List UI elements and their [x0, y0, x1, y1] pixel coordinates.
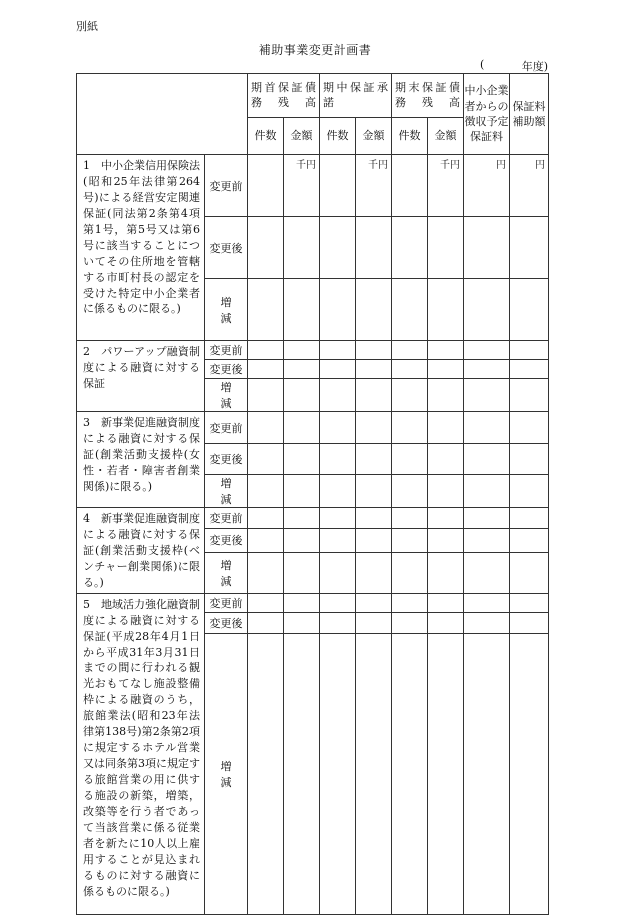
page-title: 補助事業変更計画書: [258, 43, 372, 57]
row-label-before: 変更前: [205, 341, 248, 360]
header-count: 件数: [392, 118, 428, 155]
category-1: 1 中小企業信用保険法(昭和25年法律第264号)による経営安定関連保証(同法第2条第4項第1号，第5号又は第6号に該当することについてその住所地を管轄する市町村長の認定を受けた特定中小企業者に係るものに限る。): [77, 155, 205, 341]
header-amount: 金額: [284, 118, 320, 155]
unit-thousand-yen: 千円: [428, 155, 464, 217]
row-label-change: 増 減: [205, 553, 248, 594]
plan-table: [76, 73, 549, 915]
header-count: 件数: [248, 118, 284, 155]
category-4: 4 新事業促進融資制度による融資に対する保証(創業活動支援枠(ベンチャー創業関係)に限る。): [77, 508, 205, 594]
header-fee-subsidy: 保証料補助額: [510, 74, 549, 155]
row-label-after: 変更後: [205, 528, 248, 552]
header-count: 件数: [320, 118, 356, 155]
header-amount: 金額: [428, 118, 464, 155]
header-end-balance: 期末保証債務残高: [392, 74, 464, 118]
table-row: [77, 593, 549, 612]
row-label-change: 増 減: [205, 633, 248, 914]
attachment-label: 別紙: [76, 20, 98, 33]
row-label-after: 変更後: [205, 444, 248, 475]
unit-thousand-yen: 千円: [284, 155, 320, 217]
category-5: 5 地域活力強化融資制度による融資に対する保証(平成28年4月1日から平成31年3月31日までの間に行われる観光おもてなし施設整備枠による融資のうち，旅館業法(昭和23年法律第138号)第2条第2項に規定するホテル営業又は同条第3項に規定する旅館営業の用に供する施設の新築，増築，改築等を行う者であって当該営業に係る従業者を新たに10人以上雇用することが見込まれるものに対する融資に係るものに限る。): [77, 593, 205, 914]
row-label-change: 増 減: [205, 475, 248, 508]
table-row: [77, 508, 549, 529]
row-label-change: 増 減: [205, 379, 248, 412]
unit-thousand-yen: 千円: [356, 155, 392, 217]
header-mid-approval: 期中保証承諾: [320, 74, 392, 118]
row-label-after: 変更後: [205, 360, 248, 379]
fiscal-year: [480, 58, 548, 74]
unit-yen: 円: [464, 155, 510, 217]
row-label-change: 増 減: [205, 279, 248, 341]
header-blank: [77, 74, 248, 155]
fiscal-year-open: (: [480, 58, 485, 71]
table-row: [77, 155, 549, 217]
row-label-before: 変更前: [205, 508, 248, 529]
fiscal-year-label: 年度): [521, 60, 548, 73]
unit-yen: 円: [510, 155, 549, 217]
row-label-after: 変更後: [205, 217, 248, 279]
header-amount: 金額: [356, 118, 392, 155]
row-label-after: 変更後: [205, 612, 248, 633]
category-3: 3 新事業促進融資制度による融資に対する保証(創業活動支援枠(女性・若者・障害者創業関係)に限る。): [77, 412, 205, 508]
row-label-before: 変更前: [205, 593, 248, 612]
table-row: [77, 412, 549, 444]
header-start-balance: 期首保証債務残高: [248, 74, 320, 118]
category-2: 2 パワーアップ融資制度による融資に対する保証: [77, 341, 205, 412]
row-label-before: 変更前: [205, 155, 248, 217]
row-label-before: 変更前: [205, 412, 248, 444]
table-row: [77, 341, 549, 360]
header-fee-collect: 中小企業者からの徴収予定保証料: [464, 74, 510, 155]
